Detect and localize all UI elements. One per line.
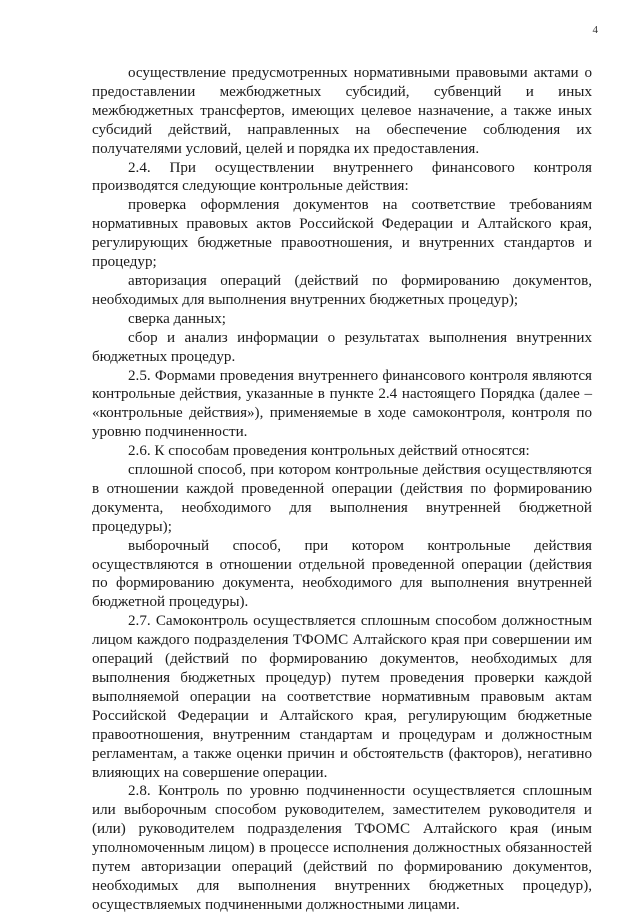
paragraph-info-analysis: сбор и анализ информации о результатах выполнения внутренних бюджетных процедур.: [92, 329, 592, 365]
paragraph-subsidy-actions: осуществление предусмотренных нормативными правовыми актами о предоставлении межбюджетных субсидий, субвенций и иных межбюджетных трансфертов, имеющих целевое назначение, а также иных субсидий действий, направленных на обеспечение соблюдения их получателями условий, целей и порядка их предоставления.: [92, 65, 592, 157]
paragraph-2-8: 2.8. Контроль по уровню подчиненности осуществляется сплошным или выборочным способом руководителем, заместителем руководителя и (или) руководителем подразделения ТФОМС Алтайского края (иным уполномоченным лицом) в процессе исполнения должностных обязанностей путем авторизации операций (действий по формированию документов, необходимых для выполнения внутренних бюджетных процедур), осуществляемых подчиненными должностными лицами.: [92, 783, 592, 913]
paragraph-continuous-method: сплошной способ, при котором контрольные действия осуществляются в отношении каждой проведенной операции (действия по формированию документа, необходимого для выполнения внутренней бюджетной процедуры);: [92, 462, 592, 535]
paragraph-authorization: авторизация операций (действий по формированию документов, необходимых для выполнения внутренних бюджетных процедур);: [92, 272, 592, 308]
document-body: [92, 64, 592, 915]
paragraph-2-5: 2.5. Формами проведения внутреннего финансового контроля являются контрольные действия, указанные в пункте 2.4 настоящего Порядка (далее – «контрольные действия»), применяемые в ходе самоконтроля, контроля по уровню подчиненности.: [92, 367, 592, 441]
paragraph-selective-method: выборочный способ, при котором контрольные действия осуществляются в отношении отдельной проведенной операции (действия по формированию документа, необходимого для выполнения внутренней бюджетной процедуры).: [92, 537, 592, 611]
paragraph-2-4: 2.4. При осуществлении внутреннего финансового контроля производятся следующие контрольные действия:: [92, 159, 592, 195]
paragraph-document-check: проверка оформления документов на соответствие требованиям нормативных правовых актов Российской Федерации и Алтайского края, регулирующих бюджетные правоотношения, и внутренних стандартов и процедур;: [92, 197, 592, 271]
paragraph-2-6: 2.6. К способам проведения контрольных действий относятся:: [128, 443, 530, 460]
page-number: 4: [592, 24, 598, 36]
paragraph-data-reconciliation: сверка данных;: [128, 310, 226, 327]
paragraph-2-7: 2.7. Самоконтроль осуществляется сплошным способом должностным лицом каждого подразделения ТФОМС Алтайского края при совершении им операций (действий по формированию документов, необходимых для выполнения бюджетных процедур) путем проведения проверки каждой выполняемой операции на соответствие нормативным правовым актам Российской Федерации и Алтайского края, регулирующим бюджетные правоотношения, внутренним стандартам и процедурам и должностным регламентам, а также оценки причин и обстоятельств (факторов), негативно влияющих на совершение операции.: [92, 613, 592, 781]
